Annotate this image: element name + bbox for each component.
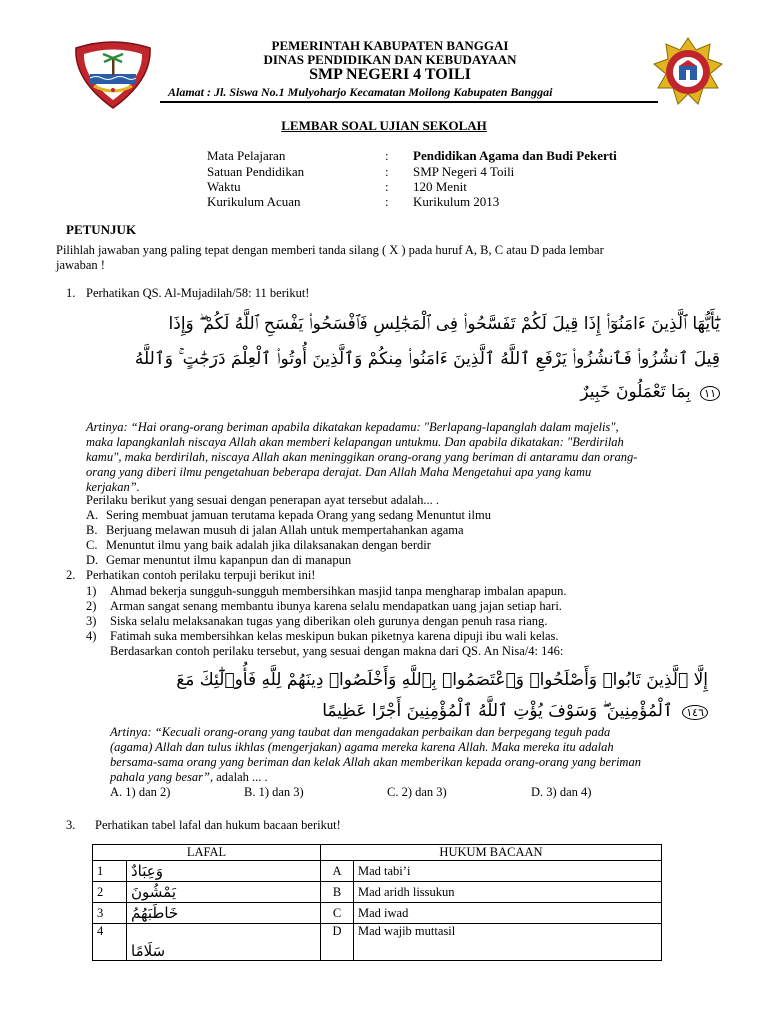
header-line-2: DINAS PENDIDIKAN DAN KEBUDAYAAN	[263, 52, 517, 67]
table-row	[93, 924, 662, 961]
table-header-hukum: HUKUM BACAAN	[321, 845, 662, 861]
info-label: Mata Pelajaran	[207, 148, 286, 163]
item-number: 4)	[86, 629, 97, 643]
hukum-cell: Mad wajib muttasil	[354, 924, 662, 961]
translation-line: kerjakan”.	[86, 480, 140, 494]
info-row-subject	[0, 148, 768, 164]
info-label: Satuan Pendidikan	[207, 164, 305, 179]
table-row	[93, 861, 662, 882]
school-name: SMP NEGERI 4 TOILI	[309, 66, 471, 83]
info-colon: :	[385, 179, 389, 194]
option-letter: A	[321, 861, 354, 882]
option-text: A. 1) dan 2)	[110, 785, 171, 799]
quran-verse-line	[108, 700, 708, 721]
option-text: Gemar menuntut ilmu kapanpun dan di manapun	[106, 553, 352, 567]
translation-line: maka lapangkanlah niscaya Allah akan memberi kelapangan untukmu. Dan apabila dikatakan: "Berdirilah	[86, 435, 624, 449]
quran-verse-line: إِلَّا ٱلَّذِينَ تَابُوا۟ وَأَصْلَحُوا۟ وَٱعْتَصَمُوا۟ بِٱللَّهِ وَأَخْلَصُوا۟ دِينَهُمْ لِلَّهِ فَأُو۟لَٰٓئِكَ مَعَ	[176, 670, 708, 690]
option-text: Menuntut ilmu yang baik adalah jika dilaksanakan dengan berdir	[106, 538, 431, 552]
translation-line: Artinya: “Hai orang-orang beriman apabila dikatakan kepadamu: "Berlapang-lapanglah dalam majelis",	[86, 420, 619, 434]
option-letter: C	[321, 903, 354, 924]
hukum-cell: Mad iwad	[354, 903, 662, 924]
row-number: 4	[93, 924, 127, 961]
item-number: 2)	[86, 599, 97, 613]
lafal-cell: خَاطَبَهُمُ	[127, 903, 321, 924]
info-label: Waktu	[207, 179, 241, 194]
lafal-cell: سَلَامًا	[127, 924, 321, 961]
info-row-school	[0, 164, 768, 180]
info-colon: :	[385, 194, 389, 209]
table-header-row	[93, 845, 662, 861]
option-text: B. 1) dan 3)	[244, 785, 304, 799]
question-number: 3.	[66, 818, 76, 832]
option-letter: B	[321, 882, 354, 903]
translation-line: (agama) Allah dan tulus ikhlas (mengerjakan) agama mereka karena Allah. Maka mereka itu adalah	[110, 740, 614, 754]
kabupaten-banggai-logo	[72, 40, 154, 110]
table-row	[93, 882, 662, 903]
info-value: SMP Negeri 4 Toili	[413, 164, 515, 179]
info-row-curriculum	[0, 194, 768, 210]
table-row	[93, 903, 662, 924]
info-row-time	[0, 179, 768, 195]
info-colon: :	[385, 164, 389, 179]
header-line-1: PEMERINTAH KABUPATEN BANGGAI	[271, 38, 509, 53]
row-number: 1	[93, 861, 127, 882]
question-2-text: Perhatikan contoh perilaku terpuji berikut ini!	[86, 568, 316, 582]
question-3-text: Perhatikan tabel lafal dan hukum bacaan berikut!	[95, 818, 341, 832]
quran-verse-line: يَٰٓأَيُّهَا ٱلَّذِينَ ءَامَنُوٓا۟ إِذَا قِيلَ لَكُمْ تَفَسَّحُوا۟ فِى ٱلْمَجَٰلِسِ فَٱفْسَحُوا۟ يَفْسَحِ ٱللَّهُ لَكُمْ ۖ وَإِذَا	[168, 314, 720, 334]
option-letter: B.	[86, 523, 98, 537]
quran-verse-line	[80, 382, 720, 402]
quran-verse-text: بِمَا تَعْمَلُونَ خَبِيرٌ	[580, 382, 691, 402]
verse-end-marker: ١١	[700, 386, 720, 401]
option-text: Sering membuat jamuan terutama kepada Orang yang sedang Menuntut ilmu	[106, 508, 491, 522]
instructions-line-2: jawaban !	[56, 258, 105, 272]
lafal-cell: يَمْشُونَ	[127, 882, 321, 903]
info-value: 120 Menit	[413, 179, 467, 194]
question-number: 2.	[66, 568, 76, 582]
item-text: Fatimah suka membersihkan kelas meskipun bukan piketnya karena dipuji ibu wali kelas.	[110, 629, 559, 643]
option-text: C. 2) dan 3)	[387, 785, 447, 799]
school-address: Alamat : Jl. Siswa No.1 Mulyoharjo Kecamatan Moilong Kabupaten Banggai	[168, 85, 553, 99]
question-number: 1.	[66, 286, 76, 300]
translation-line: bersama-sama orang yang beriman dan kelak Allah akan memberikan kepada orang-orang yang beriman	[110, 755, 641, 769]
option-text: D. 3) dan 4)	[531, 785, 592, 799]
item-text: Ahmad bekerja sungguh-sungguh membersihkan masjid tanpa mengharap imbalan apapun.	[110, 584, 567, 598]
item-text: Arman sangat senang membantu ibunya karena selalu mendapatkan uang jajan setiap hari.	[110, 599, 562, 613]
quran-verse-text: ٱلْمُؤْمِنِينَ ۖ وَسَوْفَ يُؤْتِ ٱللَّهُ ٱلْمُؤْمِنِينَ أَجْرًا عَظِيمًا	[322, 701, 673, 721]
translation-line: Artinya: “Kecuali orang-orang yang taubat dan mengadakan perbaikan dan berpegang teguh pada	[110, 725, 611, 739]
lafal-cell: وَعِبَادٌ	[127, 861, 321, 882]
row-number: 2	[93, 882, 127, 903]
translation-line: kamu", maka berdirilah, niscaya Allah akan meninggikan orang-orang yang beriman di antaramu dan orang-	[86, 450, 638, 464]
info-value: Kurikulum 2013	[413, 194, 500, 209]
header-divider	[160, 101, 658, 103]
quran-verse-line: قِيلَ ٱنشُزُوا۟ فَٱنشُزُوا۟ يَرْفَعِ ٱللَّهُ ٱلَّذِينَ ءَامَنُوا۟ مِنكُمْ وَٱلَّذِينَ أُوتُوا۟ ٱلْعِلْمَ دَرَجَٰتٍ ۚ وَٱللَّهُ	[134, 349, 720, 369]
translation-text: pahala yang besar”	[110, 770, 210, 784]
option-letter: D	[321, 924, 354, 961]
item-text: Siska selalu melaksanakan tugas yang diberikan oleh gurunya dengan penuh rasa riang.	[110, 614, 548, 628]
translation-line: orang yang diberi ilmu pengetahuan beberapa derajat. Dan Allah Maha Mengetahui apa yang kamu	[86, 465, 592, 479]
instructions-line-1: Pilihlah jawaban yang paling tepat dengan memberi tanda silang ( X ) pada huruf A, B, C atau D pada lembar	[56, 243, 604, 257]
option-letter: A.	[86, 508, 99, 522]
translation-last-line	[110, 770, 268, 785]
option-text: Berjuang melawan musuh di jalan Allah untuk mempertahankan agama	[106, 523, 464, 537]
translation-tail: , adalah ... .	[210, 770, 268, 784]
item-number: 1)	[86, 584, 97, 598]
question-1-prompt: Perilaku berikut yang sesuai dengan penerapan ayat tersebut adalah... .	[86, 493, 439, 507]
hukum-cell: Mad tabi’i	[354, 861, 662, 882]
instructions-heading: PETUNJUK	[66, 222, 137, 237]
item-number: 3)	[86, 614, 97, 628]
table-header-lafal: LAFAL	[93, 845, 321, 861]
verse-end-marker: ١٤٦	[682, 705, 708, 720]
option-letter: C.	[86, 538, 98, 552]
info-colon: :	[385, 148, 389, 163]
info-label: Kurikulum Acuan	[207, 194, 301, 209]
info-value: Pendidikan Agama dan Budi Pekerti	[413, 148, 617, 163]
smp-negeri-4-toili-logo	[652, 36, 724, 108]
question-2-prompt: Berdasarkan contoh perilaku tersebut, yang sesuai dengan makna dari QS. An Nisa/4: 146:	[110, 644, 564, 658]
question-1-text: Perhatikan QS. Al-Mujadilah/58: 11 berikut!	[86, 286, 310, 300]
lafal-hukum-table	[92, 844, 662, 961]
document-title: LEMBAR SOAL UJIAN SEKOLAH	[281, 118, 487, 133]
hukum-cell: Mad aridh lissukun	[354, 882, 662, 903]
row-number: 3	[93, 903, 127, 924]
option-letter: D.	[86, 553, 99, 567]
